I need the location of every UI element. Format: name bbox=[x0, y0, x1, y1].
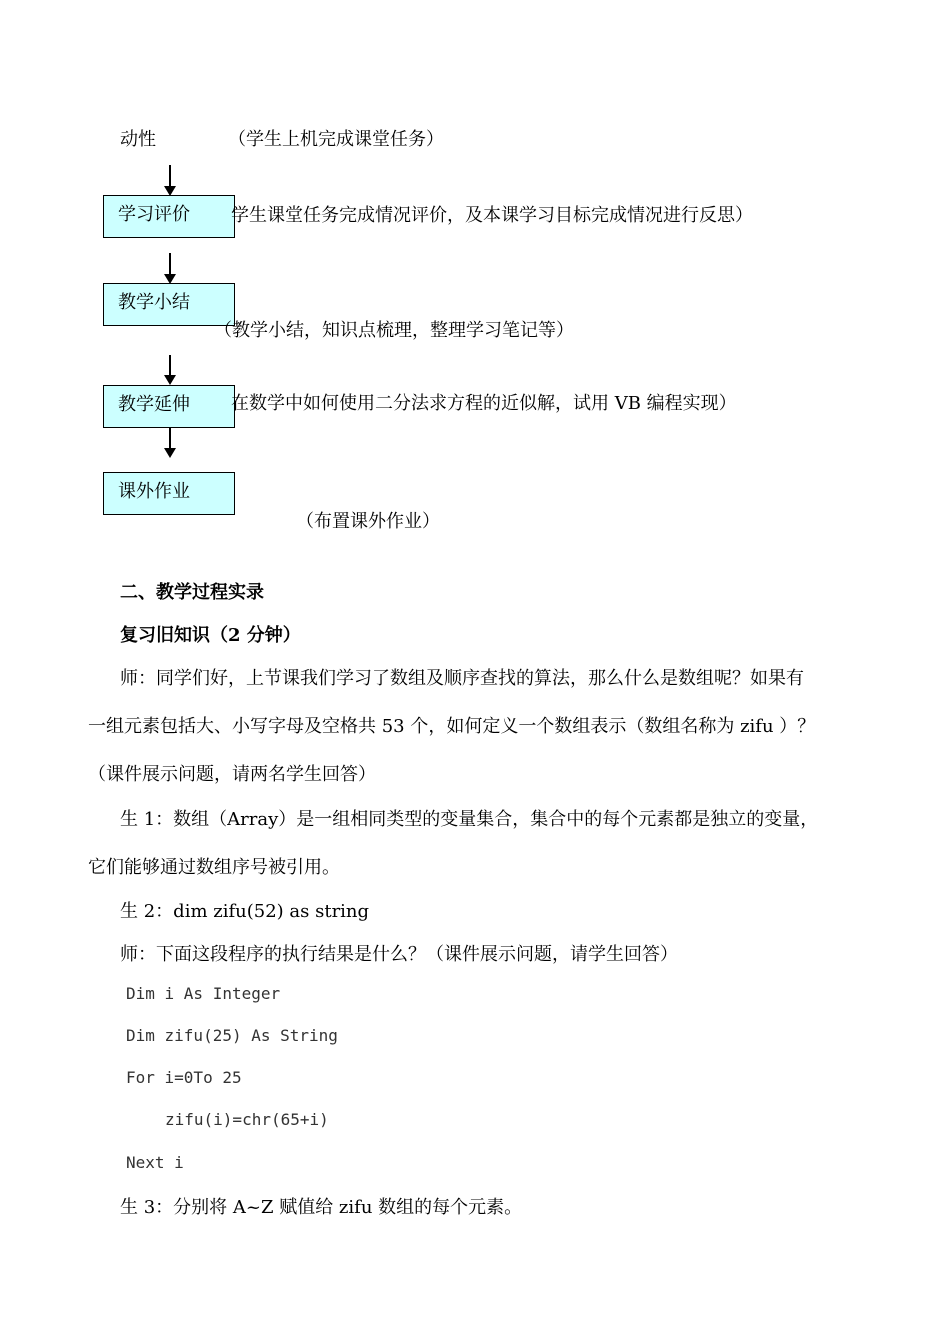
code-line: Dim zifu(25) As String bbox=[126, 1026, 338, 1045]
code-line: zifu(i)=chr(65+i) bbox=[165, 1110, 329, 1129]
paragraph-line: 生 3：分别将 A~Z 赋值给 zifu 数组的每个元素。 bbox=[120, 1197, 523, 1218]
flow-box-summary: 教学小结 bbox=[103, 283, 235, 326]
paragraph-line: 生 2：dim zifu(52) as string bbox=[120, 901, 370, 922]
section-title: 二、教学过程实录 bbox=[120, 582, 264, 603]
flow-box-evaluation: 学习评价 bbox=[103, 195, 235, 238]
paragraph-line: 一组元素包括大、小写字母及空格共 53 个，如何定义一个数组表示（数组名称为 zifu ）？ bbox=[88, 716, 816, 737]
paragraph-line: 师：下面这段程序的执行结果是什么？（课件展示问题，请学生回答） bbox=[120, 944, 678, 965]
paragraph-line: （课件展示问题，请两名学生回答） bbox=[88, 764, 376, 785]
flow-note-evaluation: 学生课堂任务完成情况评价，及本课学习目标完成情况进行反思） bbox=[231, 205, 753, 226]
paragraph-line: 它们能够通过数组序号被引用。 bbox=[88, 857, 340, 878]
flow-box-extension: 教学延伸 bbox=[103, 385, 235, 428]
flow-note-extension: 在数学中如何使用二分法求方程的近似解，试用 VB 编程实现） bbox=[231, 393, 737, 414]
flow-top-note: （学生上机完成课堂任务） bbox=[228, 129, 444, 150]
subsection-title: 复习旧知识（2 分钟） bbox=[120, 625, 301, 646]
paragraph-line: 师：同学们好，上节课我们学习了数组及顺序查找的算法，那么什么是数组呢？如果有 bbox=[120, 668, 804, 689]
code-line: Dim i As Integer bbox=[126, 984, 281, 1003]
flow-note-homework: （布置课外作业） bbox=[296, 511, 440, 532]
code-line: Next i bbox=[126, 1153, 184, 1172]
flow-top-label: 动性 bbox=[120, 129, 156, 150]
flow-note-summary: （教学小结，知识点梳理，整理学习笔记等） bbox=[214, 320, 574, 341]
code-line: For i=0To 25 bbox=[126, 1068, 242, 1087]
flow-box-homework: 课外作业 bbox=[103, 472, 235, 515]
paragraph-line: 生 1：数组（Array）是一组相同类型的变量集合，集合中的每个元素都是独立的变量， bbox=[120, 809, 819, 830]
